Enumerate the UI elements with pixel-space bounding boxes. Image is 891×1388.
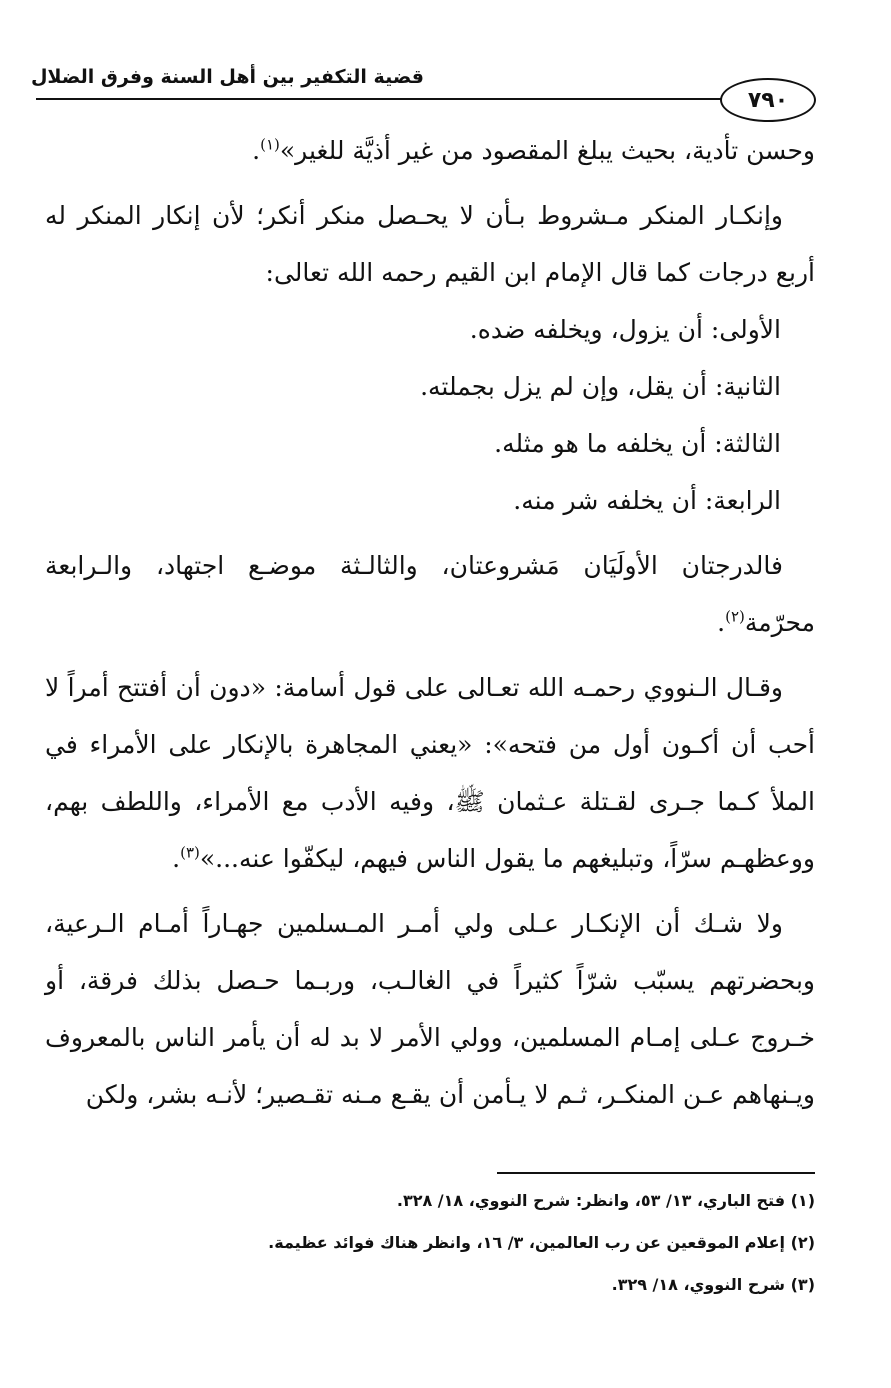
footnote-ref-1: (١) [260, 135, 280, 154]
degree-item-4: الرابعة: أن يخلفه شر منه. [513, 486, 781, 515]
paragraph-4-end: . [172, 844, 181, 873]
footnote-3: (٣) شرح النووي، ١٨/ ٣٢٩. [611, 1275, 815, 1294]
paragraph-4 [45, 659, 815, 887]
footnotes [55, 1180, 815, 1306]
paragraph-3-end: . [717, 608, 726, 637]
degree-item-1: الأولى: أن يزول، ويخلفه ضده. [469, 315, 781, 344]
paragraph-4-text: وقـال الـنووي رحمـه الله تعـالى على قول أسامة: «دون أن أفتتح أمراً لا أحب أن أكـون أول من فتحه»: «يعني المجاهرة بالإنكار على الأمراء في الملأ كـما جـرى لقـتلة عـثمان ﷺ، وفيه الأدب مع الأمراء، واللطف بهم، ووعظهـم سرّاً، وتبليغهم ما يقول الناس فيهم، ليكفّوا عنه...» [45, 673, 815, 873]
footnote-1: (١) فتح الباري، ١٣/ ٥٣، وانظر: شرح النووي، ١٨/ ٣٢٨. [396, 1191, 815, 1210]
page-number: ٧٩٠ [720, 78, 816, 122]
footnote-separator [497, 1172, 815, 1174]
main-text [45, 122, 815, 1131]
paragraph-1-text: وحسن تأدية، بحيث يبلغ المقصود من غير أذيَّة للغير» [279, 136, 815, 165]
header-title: قضية التكفير بين أهل السنة وفرق الضلال [30, 66, 424, 88]
degree-item-3: الثالثة: أن يخلفه ما هو مثله. [494, 429, 781, 458]
running-header [30, 60, 816, 116]
paragraph-3 [45, 537, 815, 651]
footnote-2: (٢) إعلام الموقعين عن رب العالمين، ٣/ ١٦، وانظر هناك فوائد عظيمة. [268, 1233, 815, 1252]
footnote-ref-3: (٣) [180, 843, 200, 862]
header-rule [36, 98, 736, 100]
degree-item-2: الثانية: أن يقل، وإن لم يزل بجملته. [420, 372, 781, 401]
paragraph-1-end: . [252, 136, 261, 165]
degrees-list [45, 301, 815, 529]
paragraph-2: وإنكـار المنكر مـشروط بـأن لا يحـصل منكر أنكر؛ لأن إنكار المنكر له أربع درجات كما قال الإمام ابن القيم رحمه الله تعالى: [45, 201, 815, 287]
paragraph-5: ولا شـك أن الإنكـار عـلى ولي أمـر المـسلمين جهـاراً أمـام الـرعية، وبحضرتهم يسبّب شرّاً كثيراً في الغالـب، وربـما حـصل بذلك فرقة، أو خـروج عـلى إمـام المسلمين، وولي الأمر لا بد له أن يأمر الناس بالمعروف ويـنهاهم عـن المنكـر، ثـم لا يـأمن أن يقـع مـنه تقـصير؛ لأنـه بشر، ولكن [45, 909, 815, 1109]
paragraph-1 [45, 122, 815, 179]
paragraph-3-text: فالدرجتان الأولَيَان مَشروعتان، والثالـثة موضـع اجتهاد، والـرابعة محرّمة [45, 551, 815, 637]
footnote-ref-2: (٢) [725, 607, 745, 626]
